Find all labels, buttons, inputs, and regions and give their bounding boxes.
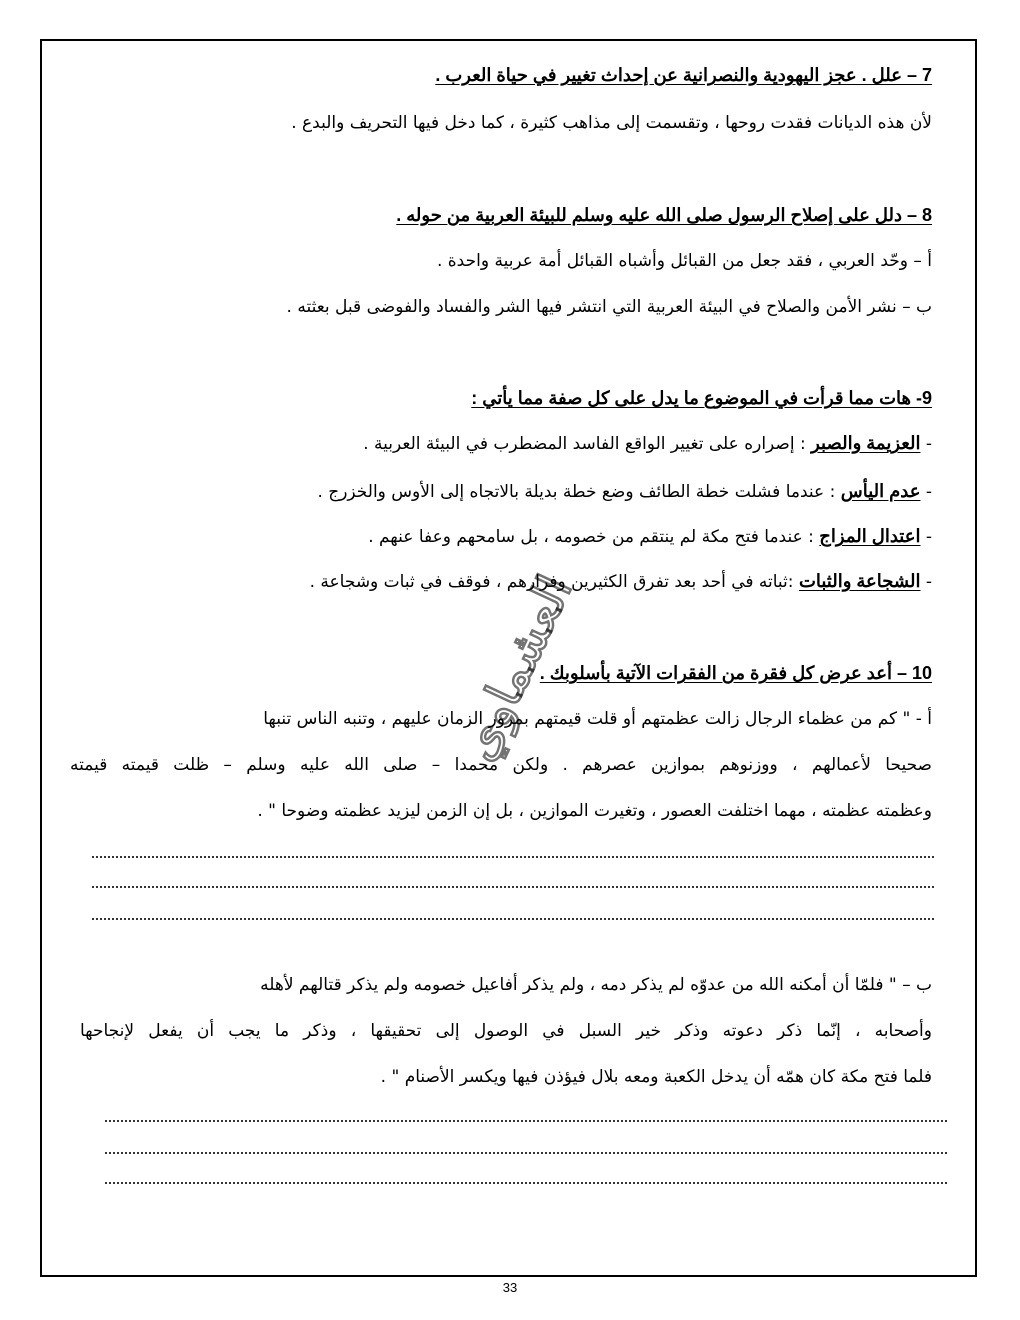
- q9-item-term: الشجاعة والثبات: [798, 571, 921, 591]
- q9-item: [60, 523, 932, 550]
- answer-line[interactable]: [105, 1152, 947, 1154]
- answer-line[interactable]: [92, 918, 934, 920]
- q9-item-term: عدم اليأس: [840, 481, 921, 501]
- q7-answer: لأن هذه الديانات فقدت روحها ، وتقسمت إلى مذاهب كثيرة ، كما دخل فيها التحريف والبدع .: [291, 113, 932, 133]
- answer-line[interactable]: [105, 1120, 947, 1122]
- q10-a-line-2: صحيحا لأعمالهم ، ووزنوهم بموازين عصرهم . ولكن محمدا – صلى الله عليه وسلم – ظلت قيمته قيمته: [70, 755, 932, 775]
- answer-line[interactable]: [105, 1182, 947, 1184]
- q10-b-line-3: فلما فتح مكة كان همّه أن يدخل الكعبة ومعه بلال فيؤذن فيها ويكسر الأصنام " .: [380, 1067, 932, 1087]
- q8-title: 8 – دلل على إصلاح الرسول صلى الله عليه وسلم للبيئة العربية من حوله .: [396, 205, 932, 225]
- q9-item: [60, 478, 932, 505]
- q10-b-line-1: ب – " فلمّا أن أمكنه الله من عدوّه لم يذكر دمه ، ولم يذكر أفاعيل خصومه ولم يذكر قتالهم لأهله: [260, 975, 932, 995]
- q10-a-line-3: وعظمته عظمته ، مهما اختلفت العصور ، وتغيرت الموازين ، بل إن الزمن ليزيد عظمته وضوحا " .: [257, 801, 932, 821]
- q9-item-text: : عندما فشلت خطة الطائف وضع خطة بديلة بالاتجاه إلى الأوس والخزرج .: [317, 482, 841, 502]
- q9-item-term: العزيمة والصبر: [811, 433, 921, 453]
- q9-item-dash: -: [920, 572, 932, 592]
- q9-item-text: :ثباته في أحد بعد تفرق الكثيرين وفرارهم ، فوقف في ثبات وشجاعة .: [309, 572, 799, 592]
- q10-a-line-1: أ - " كم من عظماء الرجال زالت عظمتهم أو قلت قيمتهم بمرور الزمان عليهم ، وتنبه الناس تنبها: [263, 709, 932, 729]
- q8-answer-a: أ – وحّد العربي ، فقد جعل من القبائل وأشباه القبائل أمة عربية واحدة .: [436, 251, 932, 271]
- watermark: العشماوي: [449, 566, 584, 770]
- q9-item: [60, 568, 932, 595]
- q9-item-text: : إصراره على تغيير الواقع الفاسد المضطرب في البيئة العربية .: [363, 434, 812, 454]
- q9-title: 9- هات مما قرأت في الموضوع ما يدل على كل صفة مما يأتي :: [471, 388, 932, 408]
- q9-item-dash: -: [920, 527, 932, 547]
- q9-item-term: اعتدال المزاج: [819, 526, 921, 546]
- page-number: 33: [502, 1280, 518, 1295]
- q8-answer-b: ب – نشر الأمن والصلاح في البيئة العربية التي انتشر فيها الشر والفساد والفوضى قبل بعثته .: [286, 297, 932, 317]
- answer-line[interactable]: [92, 886, 934, 888]
- q9-item-text: : عندما فتح مكة لم ينتقم من خصومه ، بل سامحهم وعفا عنهم .: [368, 527, 820, 547]
- q9-item: [60, 430, 932, 457]
- q10-b-line-2: وأصحابه ، إنّما ذكر دعوته وذكر خير السبل في الوصول إلى تحقيقها ، وذكر ما يجب أن يفعل لإنجاحها: [80, 1021, 932, 1041]
- q7-title: 7 – علل . عجز اليهودية والنصرانية عن إحداث تغيير في حياة العرب .: [435, 65, 932, 85]
- q9-item-dash: -: [920, 482, 932, 502]
- answer-line[interactable]: [92, 856, 934, 858]
- q9-item-dash: -: [920, 434, 932, 454]
- q10-title: 10 – أعد عرض كل فقرة من الفقرات الآتية بأسلوبك .: [539, 663, 932, 683]
